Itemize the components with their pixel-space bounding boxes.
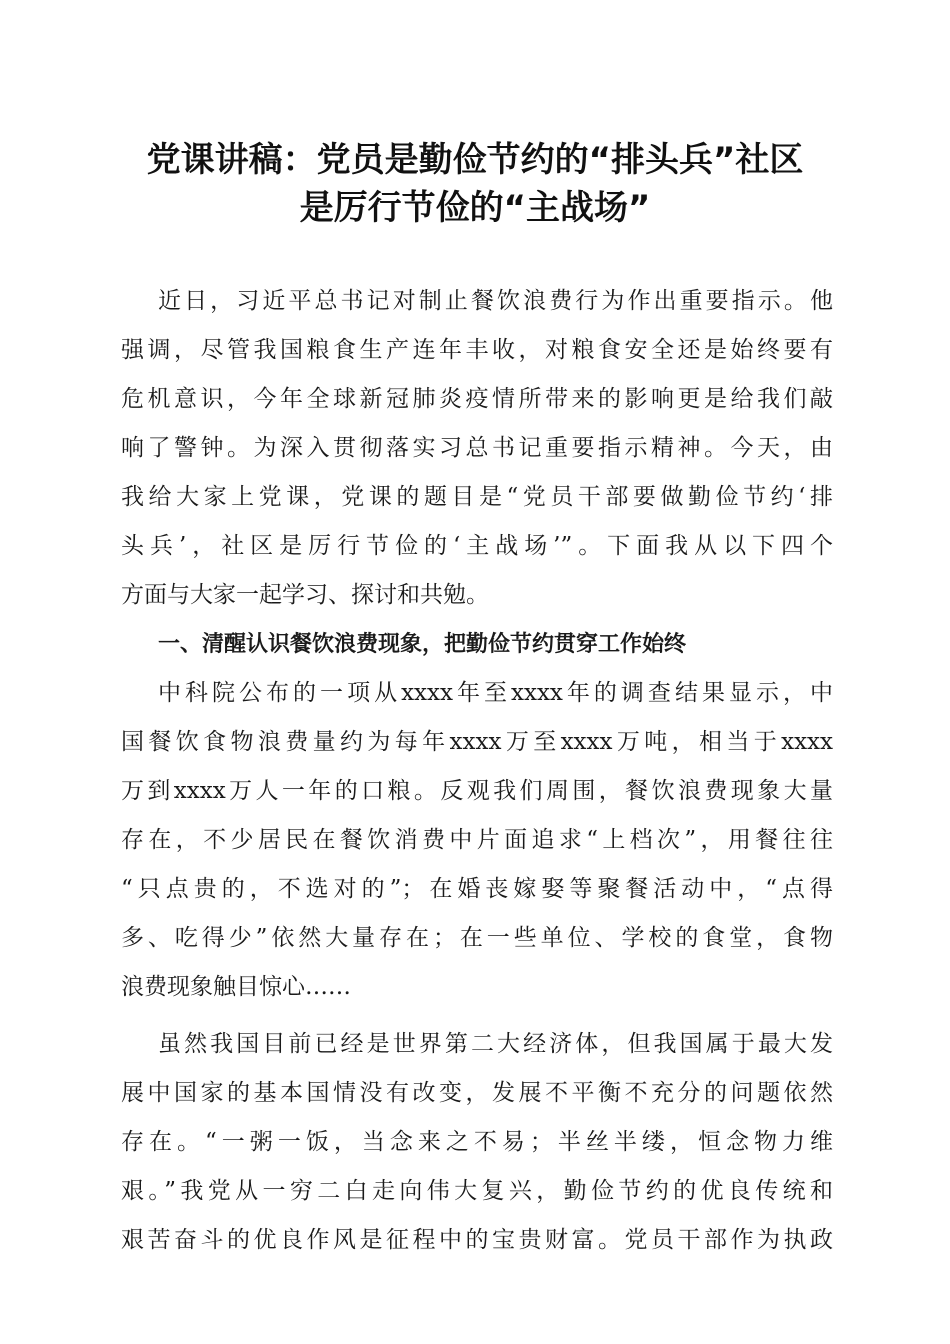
paragraph-1-line: 头兵’，社区是厉行节俭的‘主战场’”。下面我从以下四个 <box>121 533 833 559</box>
title-line-1: 党课讲稿：党员是勤俭节约的“排头兵”社区 <box>146 140 804 180</box>
paragraph-spacer <box>121 1012 833 1020</box>
paragraph-2-line: 浪费现象触目惊心…… <box>121 974 351 1000</box>
paragraph-3-line: 存在。“一粥一饭，当念来之不易；半丝半缕，恒念物力维 <box>121 1129 833 1155</box>
paragraph-2-line: 中科院公布的一项从xxxx年至xxxx年的调查结果显示，中 <box>158 680 833 706</box>
paragraph-2-line: 多、吃得少”依然大量存在；在一些单位、学校的食堂，食物 <box>121 925 833 951</box>
page-title <box>100 136 850 232</box>
paragraph-1-line: 响了警钟。为深入贯彻落实习总书记重要指示精神。今天，由 <box>121 435 833 461</box>
paragraph-2-line: 存在，不少居民在餐饮消费中片面追求“上档次”，用餐往往 <box>121 827 833 853</box>
paragraph-3-line: 艰。”我党从一穷二白走向伟大复兴，勤俭节约的优良传统和 <box>121 1178 833 1204</box>
paragraph-1-line: 强调，尽管我国粮食生产连年丰收，对粮食安全还是始终要有 <box>121 337 833 363</box>
section-1-heading: 一、清醒认识餐饮浪费现象，把勤俭节约贯穿工作始终 <box>158 632 687 657</box>
paragraph-3-line: 艰苦奋斗的优良作风是征程中的宝贵财富。党员干部作为执政 <box>121 1227 833 1253</box>
title-line-2: 是厉行节俭的“主战场” <box>299 188 651 228</box>
paragraph-3-line: 展中国家的基本国情没有改变，发展不平衡不充分的问题依然 <box>121 1080 833 1106</box>
paragraph-2-line: “只点贵的，不选对的”；在婚丧嫁娶等聚餐活动中，“点得 <box>121 876 833 902</box>
document-body <box>121 277 833 1265</box>
paragraph-1-line: 我给大家上党课，党课的题目是“党员干部要做勤俭节约‘排 <box>121 484 833 510</box>
paragraph-2-line: 万到xxxx万人一年的口粮。反观我们周围，餐饮浪费现象大量 <box>121 778 833 804</box>
paragraph-1-line: 方面与大家一起学习、探讨和共勉。 <box>121 582 489 608</box>
paragraph-2-line: 国餐饮食物浪费量约为每年xxxx万至xxxx万吨，相当于xxxx <box>121 729 833 755</box>
paragraph-3-line: 虽然我国目前已经是世界第二大经济体，但我国属于最大发 <box>158 1031 833 1057</box>
paragraph-1-line: 危机意识，今年全球新冠肺炎疫情所带来的影响更是给我们敲 <box>121 386 833 412</box>
paragraph-1-line: 近日，习近平总书记对制止餐饮浪费行为作出重要指示。他 <box>158 288 833 314</box>
